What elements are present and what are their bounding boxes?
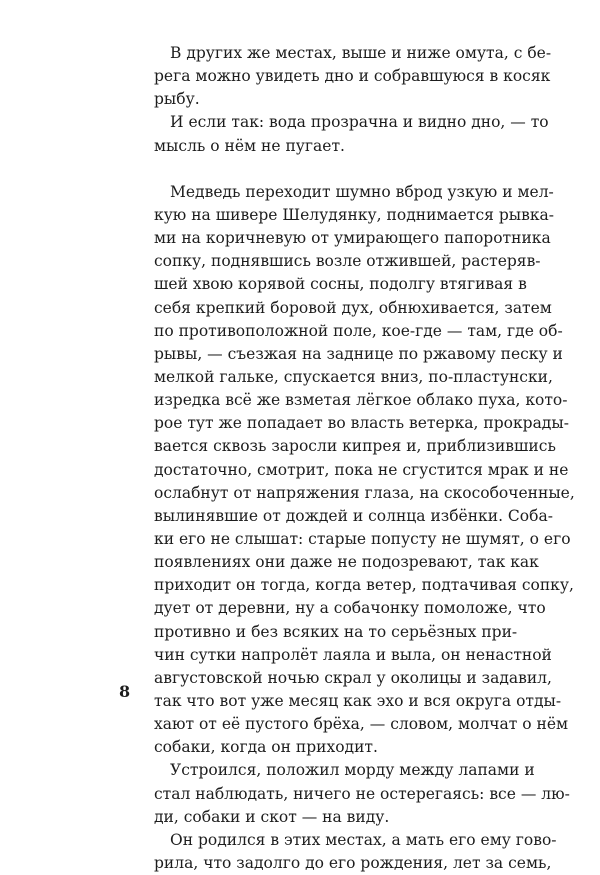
text-line: ки его не слышат: старые попусту не шумят, о его bbox=[154, 529, 571, 548]
text-line: сопку, поднявшись возле отжившей, растеряв- bbox=[154, 252, 541, 271]
text-line: шей хвою корявой сосны, подолгу втягивая в bbox=[154, 275, 527, 294]
text-line: рывы, — съезжая на заднице по ржавому песку и bbox=[154, 344, 563, 363]
text-line: по противоположной поле, кое-где — там, где об- bbox=[154, 321, 563, 340]
section-break bbox=[154, 158, 494, 181]
text-line: рое тут же попадает во власть ветерка, прокрады- bbox=[154, 414, 569, 433]
text-line: ди, собаки и скот — на виду. bbox=[154, 807, 390, 826]
text-line: рега можно увидеть дно и собравшуюся в косяк bbox=[154, 67, 551, 86]
text-line: вается сквозь заросли кипрея и, приблизившись bbox=[154, 437, 556, 456]
text-line: достаточно, смотрит, пока не сгустится мрак и не bbox=[154, 460, 569, 479]
paragraph-3 bbox=[154, 181, 575, 760]
text-line: рила, что задолго до его рождения, лет за семь, bbox=[154, 853, 552, 872]
paragraph-2 bbox=[154, 111, 549, 157]
text-line: рыбу. bbox=[154, 90, 200, 109]
paragraph-4 bbox=[154, 759, 570, 828]
text-line: хают от её пустого брёха, — словом, молчат о нём bbox=[154, 715, 569, 734]
text-line: себя крепкий боровой дух, обнюхивается, затем bbox=[154, 298, 552, 317]
paragraph-5 bbox=[154, 829, 557, 875]
text-line: Медведь переходит шумно вброд узкую и мел- bbox=[170, 182, 554, 201]
text-line: Устроился, положил морду между лапами и bbox=[170, 761, 535, 780]
text-line: вылинявшие от дождей и солнца избёнки. Соба- bbox=[154, 506, 553, 525]
text-line: ми на коричневую от умирающего папоротника bbox=[154, 229, 551, 248]
text-line: стал наблюдать, ничего не остерегаясь: все — лю- bbox=[154, 784, 570, 803]
text-line: В других же местах, выше и ниже омута, с бе- bbox=[170, 44, 552, 62]
text-line: изредка всё же взметая лёгкое облако пуха, кото- bbox=[154, 391, 568, 410]
text-line: И если так: вода прозрачна и видно дно, — то bbox=[170, 113, 549, 132]
text-line: противно и без всяких на то серьёзных при- bbox=[154, 622, 518, 641]
text-line: приходит он тогда, когда ветер, подтачивая сопку, bbox=[154, 576, 574, 595]
text-line: Он родился в этих местах, а мать его ему гово- bbox=[170, 830, 557, 849]
text-line: августовской ночью скрал у околицы и задавил, bbox=[154, 668, 552, 687]
text-line: появлениях они даже не подозревают, так как bbox=[154, 553, 539, 572]
text-line: так что вот уже месяц как эхо и вся округа отды- bbox=[154, 691, 562, 710]
body-text bbox=[154, 42, 575, 875]
text-line: собаки, когда он приходит. bbox=[154, 738, 378, 757]
text-line: дует от деревни, ну а собачонку помоложе, что bbox=[154, 599, 546, 618]
text-line: кую на шивере Шелудянку, поднимается рывка- bbox=[154, 205, 554, 224]
text-line: мелкой гальке, спускается вниз, по-пластунски, bbox=[154, 367, 553, 386]
text-line: мысль о нём не пугает. bbox=[154, 136, 345, 155]
paragraph-1 bbox=[154, 42, 552, 111]
text-line: чин сутки напролёт лаяла и выла, он ненастной bbox=[154, 645, 552, 664]
text-line: ослабнут от напряжения глаза, на скособоченные, bbox=[154, 483, 575, 502]
page-number: 8 bbox=[119, 682, 131, 701]
